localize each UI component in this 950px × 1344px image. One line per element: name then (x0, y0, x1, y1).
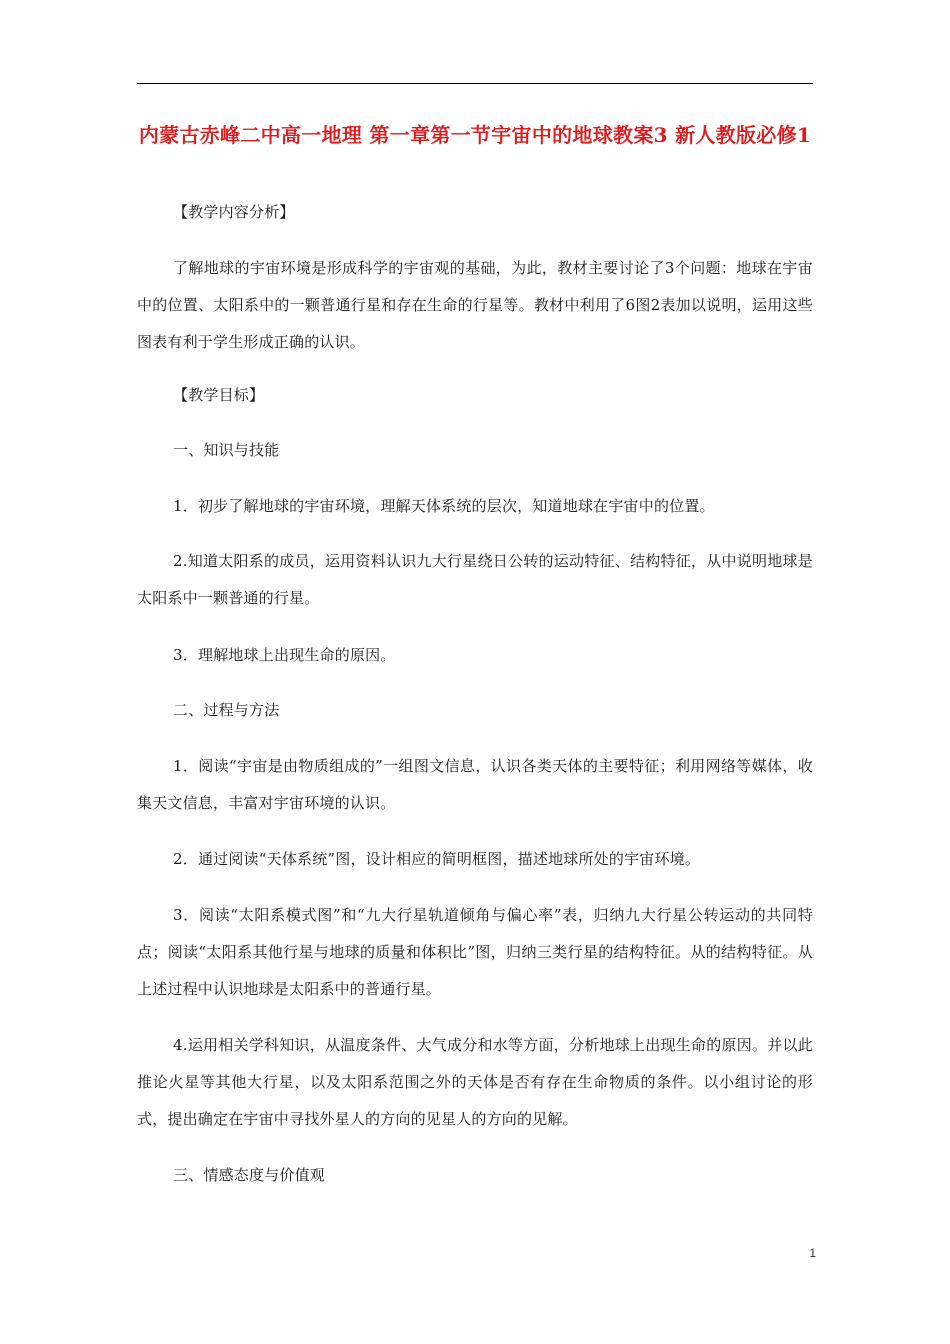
list-item-knowledge-1: 1．初步了解地球的宇宙环境，理解天体系统的层次，知道地球在宇宙中的位置。 (173, 497, 715, 515)
page-number: 1 (809, 1246, 816, 1260)
subheading-knowledge-skills: 一、知识与技能 (173, 441, 280, 459)
list-item-process-3: 3．阅读“太阳系模式图”和“九大行星轨道倾角与偏心率”表，归纳九大行星公转运动的共同特点；阅读“太阳系其他行星与地球的质量和体积比”图，归纳三类行星的结构特征。从的结构特征。从上述过程中认识地球是太阳系中的普通行星。 (137, 906, 813, 998)
list-item-process-2: 2．通过阅读“天体系统”图，设计相应的简明框图，描述地球所处的宇宙环境。 (173, 850, 701, 868)
subheading-attitude-values: 三、情感态度与价值观 (173, 1166, 326, 1184)
list-item-process-4: 4.运用相关学科知识，从温度条件、大气成分和水等方面，分析地球上出现生命的原因。并以此推论火星等其他大行星，以及太阳系范围之外的天体是否有存在生命物质的条件。以小组讨论的形式，提出确定在宇宙中寻找外星人的方向的见星人的方向的见解。 (137, 1036, 813, 1128)
header-rule (137, 83, 813, 84)
section-heading-teaching-goals: 【教学目标】 (173, 386, 265, 404)
list-item-process-1: 1．阅读“宇宙是由物质组成的”一组图文信息，认识各类天体的主要特征；利用网络等媒体，收集天文信息，丰富对宇宙环境的认识。 (137, 757, 813, 812)
subheading-process-methods: 二、过程与方法 (173, 701, 280, 719)
section-heading-content-analysis: 【教学内容分析】 (173, 203, 295, 221)
list-item-knowledge-2: 2.知道太阳系的成员，运用资料认识九大行星绕日公转的运动特征、结构特征，从中说明地球是太阳系中一颗普通的行星。 (137, 552, 813, 607)
document-title: 内蒙古赤峰二中高一地理 第一章第一节宇宙中的地球教案3 新人教版必修1 (138, 123, 812, 147)
paragraph-content-analysis: 了解地球的宇宙环境是形成科学的宇宙观的基础，为此，教材主要讨论了3个问题：地球在宇宙中的位置、太阳系中的一颗普通行星和存在生命的行星等。教材中利用了6图2表加以说明，运用这些图表有利于学生形成正确的认识。 (137, 259, 813, 351)
list-item-knowledge-3: 3．理解地球上出现生命的原因。 (173, 646, 396, 664)
